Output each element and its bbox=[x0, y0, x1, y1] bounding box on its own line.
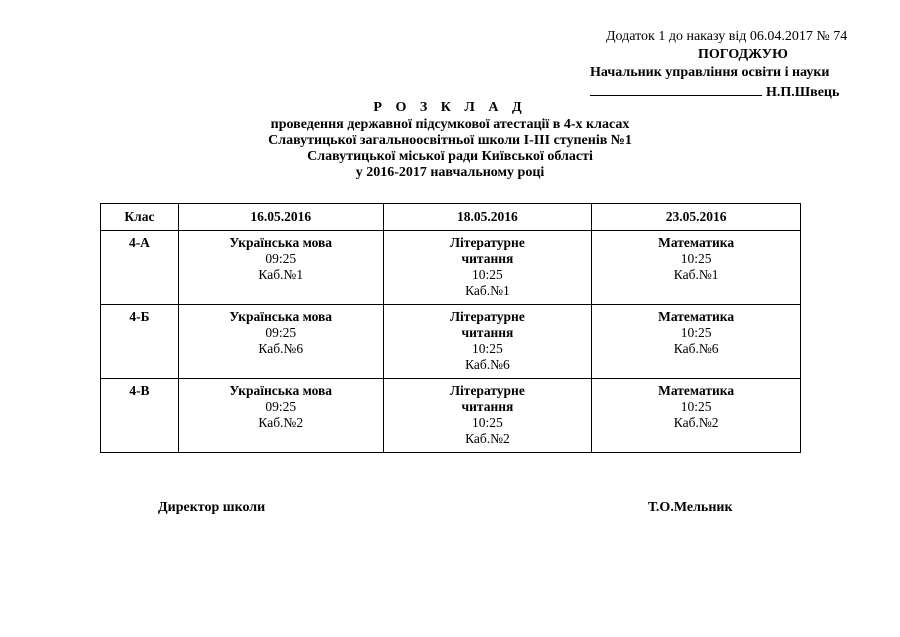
subject: Українська мова bbox=[229, 309, 333, 324]
time: 10:25 bbox=[472, 415, 503, 430]
subject-line-2: читання bbox=[461, 399, 514, 414]
subject: Математика bbox=[658, 309, 735, 324]
title-line-2: Славутицької загальноосвітньої школи І-ІІІ ступенів №1 bbox=[268, 133, 632, 148]
room: Каб.№1 bbox=[258, 267, 304, 282]
table-row bbox=[101, 305, 801, 379]
time: 10:25 bbox=[472, 267, 503, 282]
exam-cell bbox=[592, 379, 801, 453]
subject-line-2: читання bbox=[461, 325, 514, 340]
room: Каб.№2 bbox=[465, 431, 510, 446]
table-row bbox=[101, 379, 801, 453]
header-date-3: 23.05.2016 bbox=[592, 204, 801, 231]
exam-cell bbox=[383, 305, 592, 379]
time: 09:25 bbox=[265, 251, 297, 266]
title-line-4: у 2016-2017 навчальному році bbox=[355, 165, 545, 180]
director-name: Т.О.Мельник bbox=[648, 500, 733, 515]
table-header-row bbox=[101, 204, 801, 231]
time: 09:25 bbox=[265, 325, 297, 340]
room: Каб.№1 bbox=[465, 283, 510, 298]
time: 10:25 bbox=[680, 399, 712, 414]
subject: Українська мова bbox=[229, 235, 333, 250]
class-cell: 4-А bbox=[101, 231, 179, 305]
time: 09:25 bbox=[265, 399, 297, 414]
exam-cell bbox=[592, 305, 801, 379]
room: Каб.№6 bbox=[258, 341, 304, 356]
signature-blank bbox=[590, 82, 762, 96]
header-date-1: 16.05.2016 bbox=[178, 204, 383, 231]
approver-signature-line bbox=[590, 82, 890, 102]
room: Каб.№2 bbox=[258, 415, 304, 430]
room: Каб.№6 bbox=[673, 341, 719, 356]
time: 10:25 bbox=[680, 325, 712, 340]
subject-line-2: читання bbox=[461, 251, 514, 266]
title-line-1: проведення державної підсумкової атестації в 4-х класах bbox=[270, 117, 630, 132]
exam-cell bbox=[383, 231, 592, 305]
schedule-table bbox=[100, 203, 801, 453]
time: 10:25 bbox=[680, 251, 712, 266]
exam-cell bbox=[383, 379, 592, 453]
director-position: Директор школи bbox=[158, 500, 266, 515]
title-line-3: Славутицької міської ради Київської області bbox=[307, 149, 593, 164]
header-class: Клас bbox=[101, 204, 179, 231]
approver-position: Начальник управління освіти і науки bbox=[590, 65, 830, 80]
subject-line-1: Літературне bbox=[450, 309, 525, 324]
exam-cell bbox=[178, 305, 383, 379]
table-row bbox=[101, 231, 801, 305]
time: 10:25 bbox=[472, 341, 503, 356]
exam-cell bbox=[592, 231, 801, 305]
order-reference: Додаток 1 до наказу від 06.04.2017 № 74 bbox=[606, 29, 848, 44]
subject: Українська мова bbox=[229, 383, 333, 398]
header-date-2: 18.05.2016 bbox=[383, 204, 592, 231]
room: Каб.№6 bbox=[465, 357, 510, 372]
subject: Математика bbox=[658, 235, 735, 250]
class-cell: 4-Б bbox=[101, 305, 179, 379]
exam-cell bbox=[178, 231, 383, 305]
class-cell: 4-В bbox=[101, 379, 179, 453]
approval-heading: ПОГОДЖУЮ bbox=[698, 47, 788, 62]
document-title: Р О З К Л А Д bbox=[373, 100, 527, 115]
subject-line-1: Літературне bbox=[450, 383, 525, 398]
approval-block bbox=[590, 28, 890, 102]
room: Каб.№1 bbox=[673, 267, 719, 282]
subject-line-1: Літературне bbox=[450, 235, 525, 250]
document-title-block bbox=[200, 100, 700, 181]
room: Каб.№2 bbox=[673, 415, 719, 430]
approver-name: Н.П.Швець bbox=[766, 85, 840, 100]
subject: Математика bbox=[658, 383, 735, 398]
exam-cell bbox=[178, 379, 383, 453]
